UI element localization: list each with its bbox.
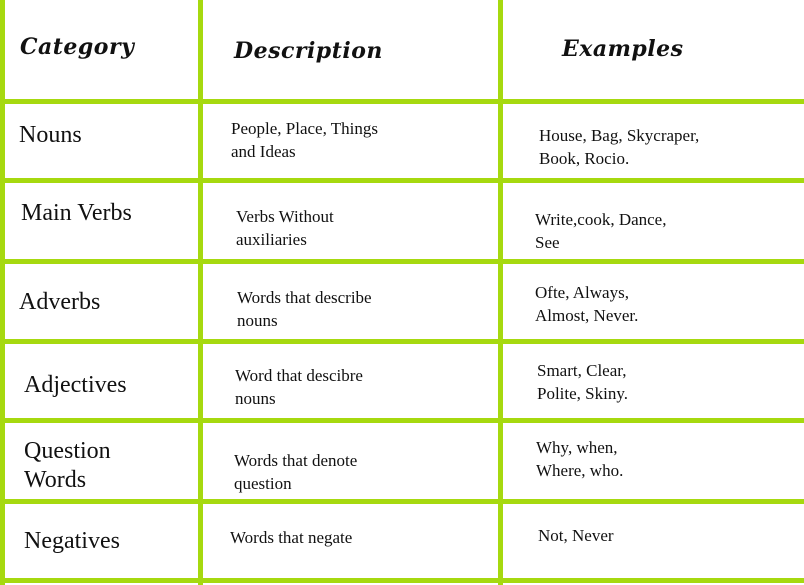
header-category: Category: [20, 34, 135, 60]
table-row-category: Adverbs: [19, 289, 101, 315]
row-divider-7: [0, 578, 804, 583]
row-divider-3: [0, 259, 804, 264]
table-row-category: Main Verbs: [21, 200, 132, 226]
table-row-examples: Ofte, Always, Almost, Never.: [535, 283, 639, 325]
row-divider-4: [0, 339, 804, 344]
row-divider-2: [0, 178, 804, 183]
table-row-examples: Why, when, Where, who.: [536, 438, 624, 480]
table-row-category: Nouns: [19, 122, 82, 148]
table-row-description: Words that negate: [230, 528, 353, 547]
table-row-category: Adjectives: [24, 372, 127, 398]
table-row-category: Question Words: [24, 438, 111, 493]
table-row-description: Words that describe nouns: [237, 288, 372, 330]
table-border-left: [0, 0, 5, 585]
header-examples: Examples: [562, 36, 684, 62]
table-row-description: Word that descibre nouns: [235, 366, 363, 408]
table-row-category: Negatives: [24, 528, 120, 554]
table-row-description: People, Place, Things and Ideas: [231, 119, 378, 161]
header-description: Description: [234, 38, 383, 64]
table-row-examples: Write,cook, Dance, See: [535, 210, 667, 252]
row-divider-6: [0, 499, 804, 504]
table-row-description: Verbs Without auxiliaries: [236, 207, 334, 249]
table-row-description: Words that denote question: [234, 451, 358, 493]
row-divider-1: [0, 99, 804, 104]
column-divider-2: [498, 0, 503, 585]
table-row-examples: House, Bag, Skycraper, Book, Rocio.: [539, 126, 700, 168]
table-row-examples: Smart, Clear, Polite, Skiny.: [537, 361, 628, 403]
column-divider-1: [198, 0, 203, 585]
row-divider-5: [0, 418, 804, 423]
table-row-examples: Not, Never: [538, 526, 614, 545]
